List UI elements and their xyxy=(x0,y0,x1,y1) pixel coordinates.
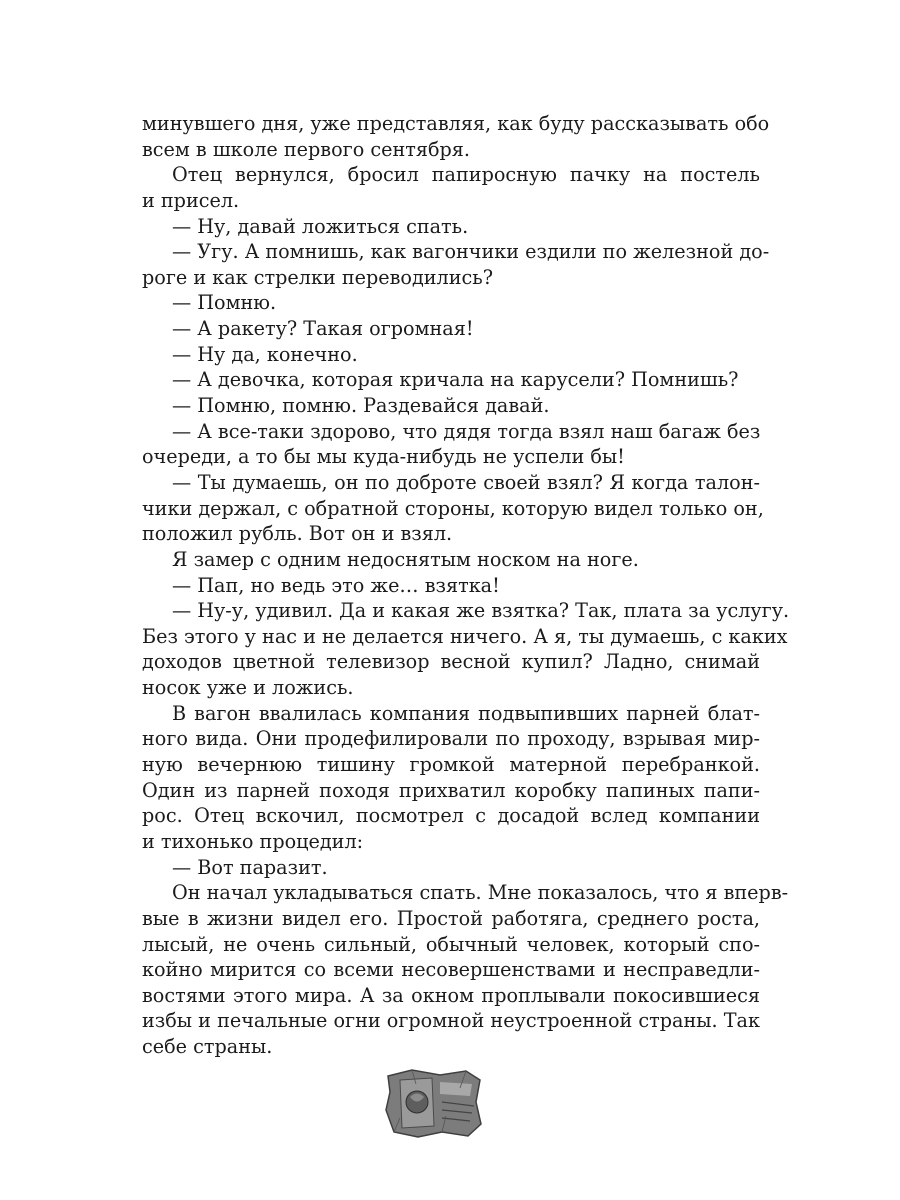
text-line: — Помню. xyxy=(172,291,277,315)
text-line: Отец вернулся, бросил папиросную пачку на постель xyxy=(172,163,760,187)
text-line: себе страны. xyxy=(142,1035,273,1059)
banknote-icon xyxy=(382,1066,484,1140)
text-line: Без этого у нас и не делается ничего. А я, ты думаешь, с каких xyxy=(142,624,788,648)
text-line: В вагон ввалилась компания подвыпивших парней блат- xyxy=(172,701,760,725)
text-line: лысый, не очень сильный, обычный человек, который спо- xyxy=(142,932,760,956)
text-line: ную вечернюю тишину громкой матерной перебранкой. xyxy=(142,753,760,777)
text-line: всем в школе первого сентября. xyxy=(142,137,470,161)
text-line: минувшего дня, уже представляя, как буду рассказывать обо xyxy=(142,112,770,135)
text-line: Я замер с одним недоснятым носком на ноге. xyxy=(172,547,639,571)
text-line: Один из парней походя прихватил коробку папиных папи- xyxy=(142,778,760,802)
text-line: роге и как стрелки переводились? xyxy=(142,265,494,289)
text-line: вые в жизни видел его. Простой работяга, среднего роста, xyxy=(142,906,760,930)
text-line: очереди, а то бы мы куда-нибудь не успели бы! xyxy=(142,445,625,469)
text-line: койно мирится со всеми несовершенствами и несправедли- xyxy=(142,958,760,982)
text-line: избы и печальные огни огромной неустроенной страны. Так xyxy=(142,1009,760,1033)
text-line: — А ракету? Такая огромная! xyxy=(172,317,474,341)
text-line: — Ну, давай ложиться спать. xyxy=(172,214,469,238)
body-text xyxy=(142,111,790,1060)
text-line: — Пап, но ведь это же… взятка! xyxy=(172,573,500,597)
text-line: — А все-таки здорово, что дядя тогда взял наш багаж без xyxy=(172,419,761,443)
text-line: доходов цветной телевизор весной купил? Ладно, снимай xyxy=(142,650,760,674)
text-line: — Угу. А помнишь, как вагончики ездили по железной до- xyxy=(172,240,770,264)
text-line: — Ну-у, удивил. Да и какая же взятка? Так, плата за услугу. xyxy=(172,599,790,623)
text-line: ного вида. Они продефилировали по проходу, взрывая мир- xyxy=(142,727,760,751)
text-line: рос. Отец вскочил, посмотрел с досадой вслед компании xyxy=(142,804,760,828)
text-line: — Ну да, конечно. xyxy=(172,342,358,366)
text-line: и тихонько процедил: xyxy=(142,829,364,853)
text-line: чики держал, с обратной стороны, которую видел только он, xyxy=(142,496,764,520)
text-line: — А девочка, которая кричала на карусели? Помнишь? xyxy=(172,368,739,392)
text-line: Он начал укладываться спать. Мне показалось, что я вперв- xyxy=(172,881,789,905)
text-line: и присел. xyxy=(142,188,240,212)
text-line: — Ты думаешь, он по доброте своей взял? Я когда талон- xyxy=(172,470,760,494)
text-line: востями этого мира. А за окном проплывали покосившиеся xyxy=(142,983,760,1007)
text-line: — Вот паразит. xyxy=(172,855,328,879)
text-line: положил рубль. Вот он и взял. xyxy=(142,522,453,546)
text-line: носок уже и ложись. xyxy=(142,676,354,700)
text-line: — Помню, помню. Раздевайся давай. xyxy=(172,394,550,418)
